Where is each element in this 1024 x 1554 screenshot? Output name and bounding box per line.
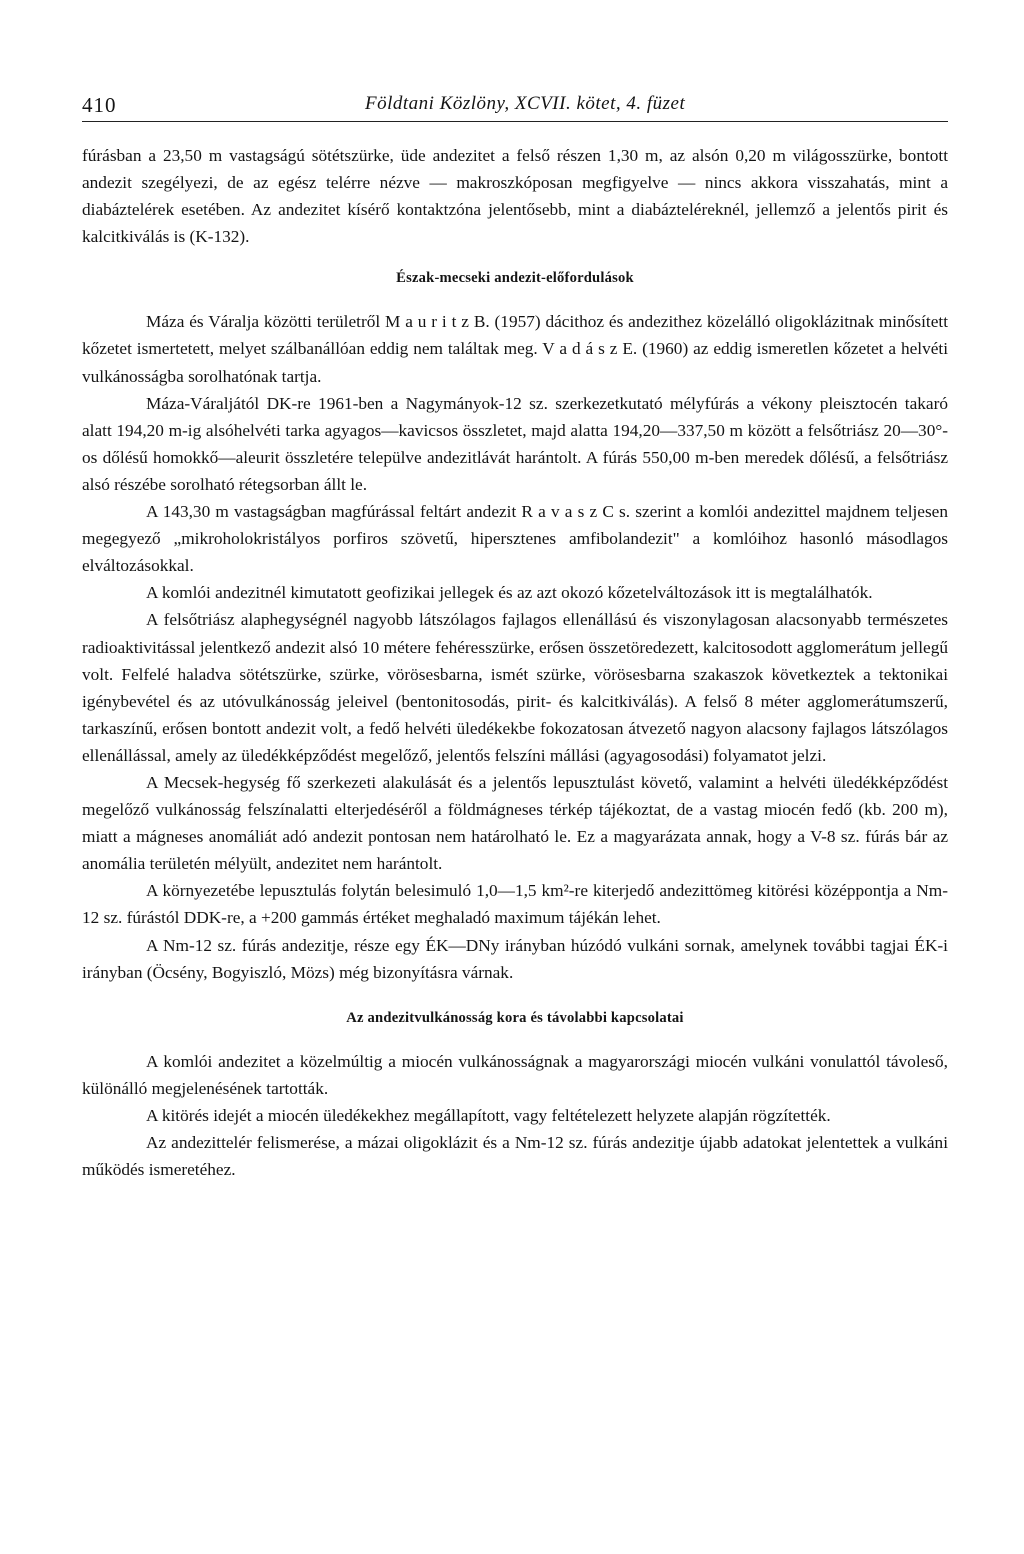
paragraph: Az andezittelér felismerése, a mázai oligoklázit és a Nm-12 sz. fúrás andezitje újabb adatokat jelentettek a vulkáni működés ismeretéhez.: [82, 1133, 948, 1180]
running-title: Földtani Közlöny, XCVII. kötet, 4. füzet: [365, 93, 686, 114]
paragraph: Máza és Váralja közötti területről M a u r i t z B. (1957) dácithoz és andezithez közelálló oligoklázitnak minősített kőzetet ismertetett, melyet szálbanállóan eddig nem találtak meg. V a d á s z E. (1960) az eddig ismeretlen kőzetet a helvéti vulkánosságba sorolhatónak tartja.: [82, 312, 948, 386]
paragraph: A környezetébe lepusztulás folytán belesimuló 1,0—1,5 km²-re kiterjedő andezittömeg kitörési középpontja a Nm-12 sz. fúrástól DDK-re, a +200 gammás értéket meghaladó maximum tájékán lehet.: [82, 881, 948, 928]
section-heading: Az andezitvulkánosság kora és távolabbi kapcsolatai: [346, 1009, 684, 1026]
paragraph: A felsőtriász alaphegységnél nagyobb látszólagos fajlagos ellenállású és viszonylagosan alacsonyabb természetes radioaktivitással jelentkező andezit alsó 10 métere fehéresszürke, erősen összetöredezett, kalcitosodott agglomerátum jellegű volt. Felfelé haladva sötétszürke, szürke, vörösesbarna, ismét szürke, vörösesbarna szakaszok következtek a tektonikai igénybevétel és az utóvulkánosság jeleivel (bentonitosodás, pirit- és kalcitkiválás). A felső 8 méter agglomerátumszerű, tarkaszínű, erősen bontott andezit volt, a fedő helvéti üledékekbe fokozatosan átvezető nagyon alacsony fajlagos látszólagos ellenállással, amely az üledékképződést megelőző, jelentős felszíni mállási (agyagosodási) folyamatot jelzi.: [82, 610, 948, 765]
paragraph: A kitörés idejét a miocén üledékekhez megállapított, vagy feltételezett helyzete alapján rögzítették.: [146, 1105, 831, 1125]
paragraph: A komlói andezitnél kimutatott geofizikai jellegek és az azt okozó kőzetelváltozások itt is megtalálhatók.: [146, 583, 873, 603]
paragraph: A komlói andezitet a közelmúltig a miocén vulkánosságnak a magyarországi miocén vulkáni vonulattól távoleső, különálló megjelenésének tartották.: [82, 1051, 948, 1098]
section-heading: Észak-mecseki andezit-előfordulások: [396, 270, 634, 287]
paragraph: A 143,30 m vastagságban magfúrással feltárt andezit R a v a s z C s. szerint a komlói andezittel majdnem teljesen megegyező „mikroholokristályos porfiros szövetű, hipersztenes amfibolandezit" a komlóihoz hasonló másodlagos elváltozásokkal.: [82, 502, 948, 576]
page-number: 410: [82, 93, 117, 117]
paragraph: A Nm-12 sz. fúrás andezitje, része egy ÉK—DNy irányban húzódó vulkáni sornak, amelynek további tagjai ÉK-i irányban (Öcsény, Bogyiszló, Mözs) még bizonyításra várnak.: [82, 935, 948, 982]
paragraph: A Mecsek-hegység fő szerkezeti alakulását és a jelentős lepusztulást követő, valamint a helvéti üledékképződést megelőző vulkánosság felszínalatti elterjedéséről a földmágneses térkép tájékoztat, de a vastag miocén fedő (kb. 200 m), miatt a mágneses anomáliát adó andezit pontosan nem határolható le. Ez a magyarázata annak, hogy a V-8 sz. fúrás bár az anomália területén mélyült, andezitet nem harántolt.: [82, 772, 948, 874]
paragraph: Máza-Váraljától DK-re 1961-ben a Nagymányok-12 sz. szerkezetkutató mélyfúrás a vékony pleisztocén takaró alatt 194,20 m-ig alsóhelvéti tarka agyagos—kavicsos összletet, majd alatta 194,20—337,50 m között a felsőtriász 20—30°-os dőlésű homokkő—aleurit összletére települve andezitlávát harántolt. A fúrás 550,00 m-ben meredek dőlésű, a felsőtriász alsó részébe sorolható rétegsorban állt le.: [82, 393, 948, 494]
paragraph: fúrásban a 23,50 m vastagságú sötétszürke, üde andezitet a felső részen 1,30 m, az alsón 0,20 m világosszürke, bontott andezit szegélyezi, de az egész telérre nézve — makroszkóposan megfigyelve — nincs akkora visszahatás, mint a diabáztelérek esetében. Az andezitet kísérő kontaktzóna jelentősebb, mint a diabázteléreknél, jellemző a jelentős pirit és kalcitkiválás is (K-132).: [82, 146, 948, 247]
page-header: [82, 93, 948, 122]
article-body: [82, 142, 948, 1183]
